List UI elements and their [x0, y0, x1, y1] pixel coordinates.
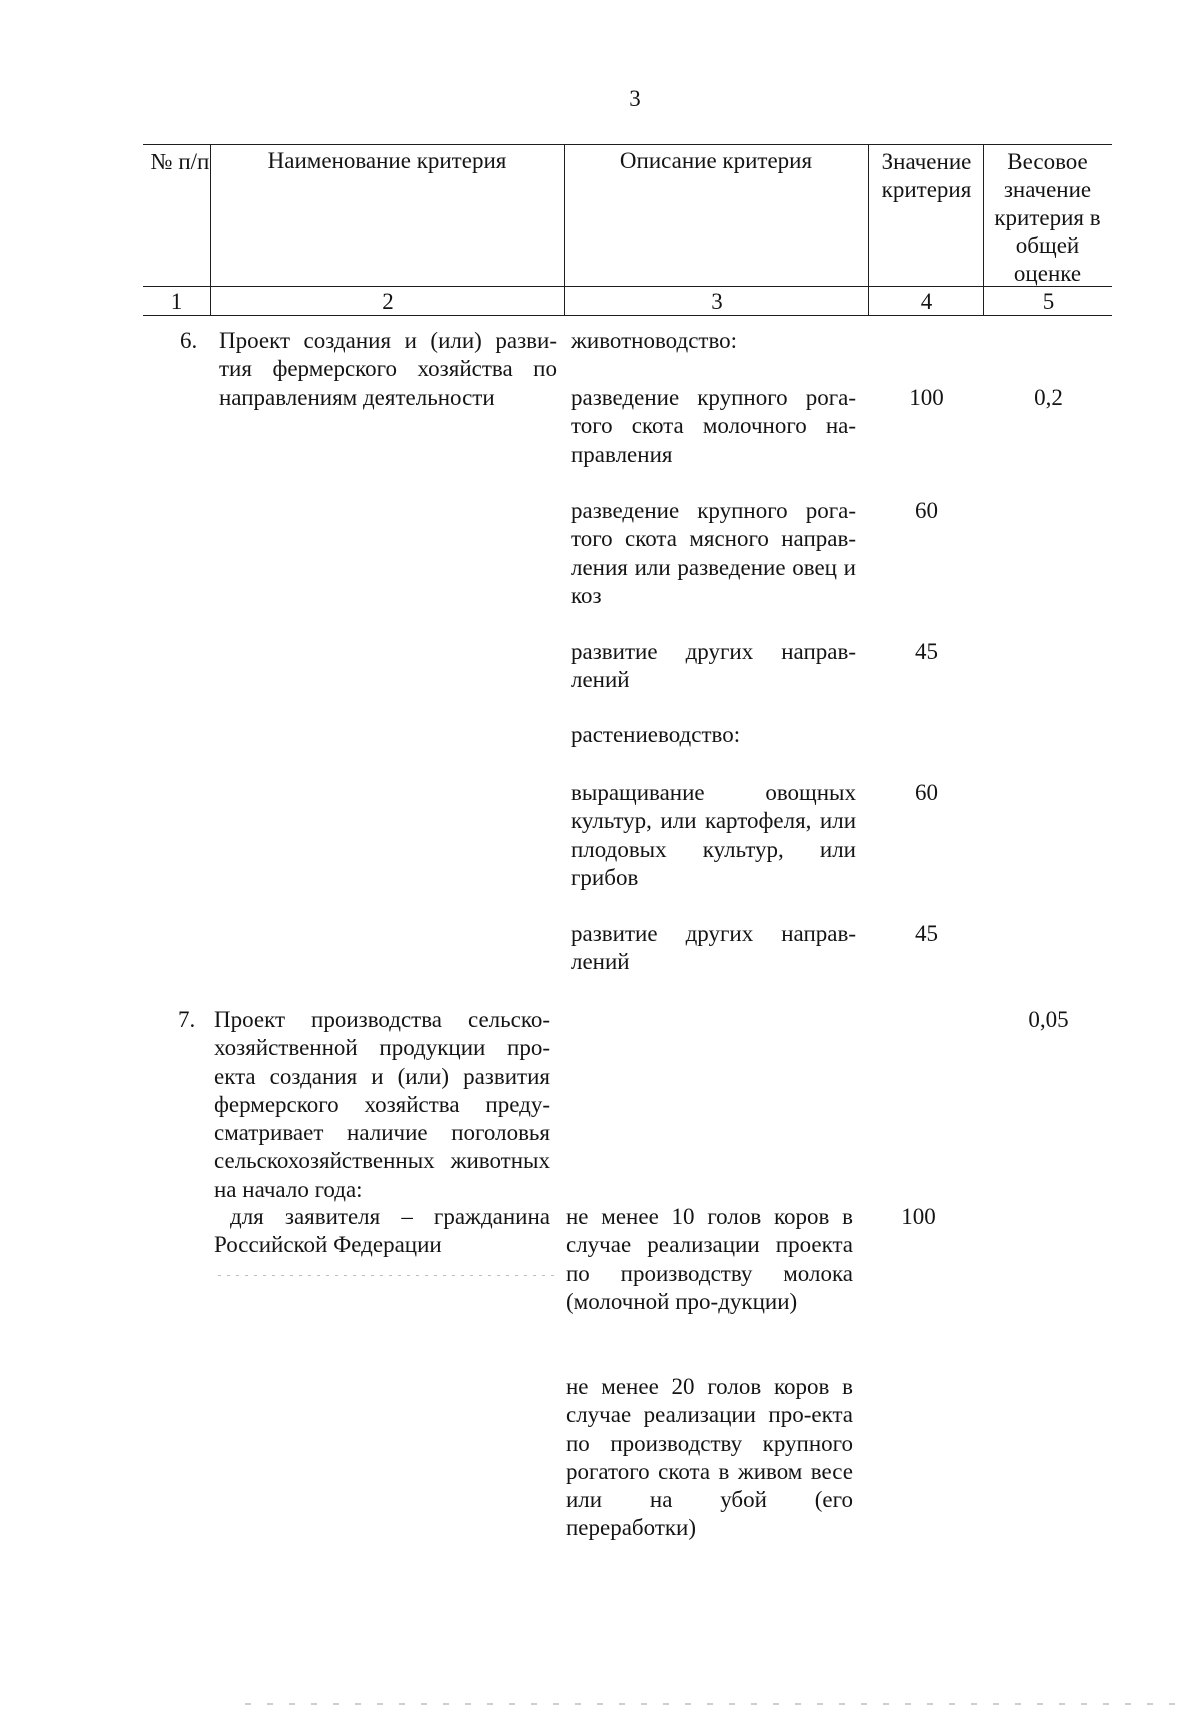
criterion-value: 100 [901, 1204, 936, 1229]
column-number-4: 4 [920, 289, 933, 314]
criterion-value: 60 [915, 780, 938, 805]
header-name: Наименование критерия [267, 148, 507, 173]
column-divider-2 [564, 144, 565, 316]
criterion-weight: 0,2 [1034, 385, 1063, 410]
list-item: выращивание овощных культур, или картофеля, или плодовых культур, или грибов [571, 780, 856, 890]
header-num: № п/п [150, 149, 210, 174]
table-top-border [143, 144, 1112, 145]
header-value: Значение критерия [881, 149, 972, 202]
criterion-value: 45 [915, 639, 938, 664]
column-divider-1 [210, 144, 211, 316]
list-item: разведение крупного рога-того скота мясного направ-ления или разведение овец и коз [571, 498, 856, 608]
list-item: животноводство: [571, 328, 738, 353]
scan-dotted-line [218, 1275, 558, 1276]
column-divider-4 [983, 144, 984, 316]
header-weight: Весовое значение критерия в общей оценке [994, 149, 1101, 286]
header-bottom-border [143, 286, 1112, 287]
row-number: 6. [180, 328, 198, 353]
row-number: 7. [178, 1007, 196, 1032]
scan-bottom-noise [245, 1703, 1185, 1705]
column-divider-3 [868, 144, 869, 316]
list-item: развитие других направ-лений [571, 921, 856, 975]
list-item: растениеводство: [571, 722, 741, 747]
criterion-value: 100 [909, 385, 944, 410]
criterion-name: Проект производства сельско-хозяйственной продукции про-екта создания и (или) развития фермерского хозяйства преду-сматривает наличие поголовья сельскохозяйственных животных на начало года: [214, 1007, 550, 1202]
criterion-sub-name: для заявителя – гражданина Российской Федерации [214, 1204, 550, 1258]
criterion-weight: 0,05 [1028, 1007, 1069, 1032]
criterion-value: 45 [915, 921, 938, 946]
column-number-5: 5 [1042, 289, 1055, 314]
criterion-name: Проект создания и (или) разви-тия фермерского хозяйства по направлениям деятельности [219, 328, 557, 410]
page-number: 3 [629, 86, 641, 111]
list-item: разведение крупного рога-того скота молочного на-правления [571, 385, 856, 467]
column-number-2: 2 [382, 289, 394, 314]
criterion-value: 60 [915, 498, 938, 523]
list-item: не менее 20 голов коров в случае реализации про-екта по производству крупного рогатого скота в живом весе или на убой (его переработки) [566, 1374, 853, 1541]
column-number-1: 1 [170, 289, 183, 314]
column-number-3: 3 [711, 289, 723, 314]
list-item: не менее 10 голов коров в случае реализации проекта по производству молока (молочной про-дукции) [566, 1204, 853, 1314]
list-item: развитие других направ-лений [571, 639, 856, 693]
header-desc: Описание критерия [619, 148, 813, 173]
